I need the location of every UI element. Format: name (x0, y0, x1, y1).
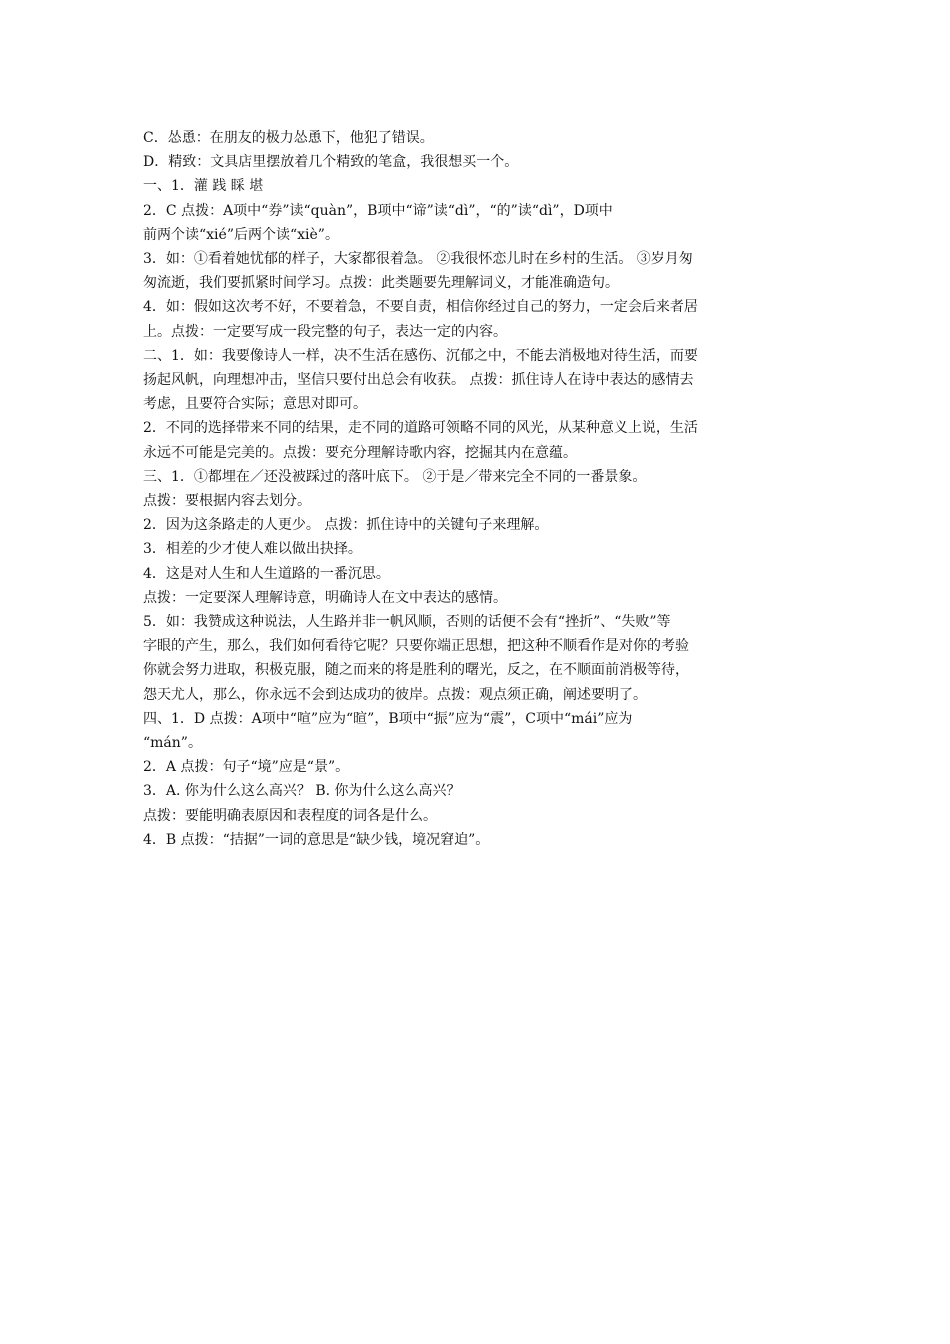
text-line: 4．如：假如这次考不好，不要着急，不要自责，相信你经过自己的努力，一定会后来者居 (143, 299, 698, 316)
text-line: 字眼的产生，那么，我们如何看待它呢？只要你端正思想，把这种不顺看作是对你的考验 (143, 638, 689, 655)
text-line: 2．不同的选择带来不同的结果，走不同的道路可领略不同的风光，从某种意义上说，生活 (143, 420, 698, 437)
text-line: D．精致：文具店里摆放着几个精致的笔盒，我很想买一个。 (143, 154, 519, 171)
text-line: 怨天尤人，那么，你永远不会到达成功的彼岸。点拨：观点须正确，阐述要明了。 (143, 686, 647, 703)
text-line: 点拨：要能明确表原因和表程度的词各是什么。 (143, 807, 437, 824)
section-heading: 四、1．D 点拨：A项中“喧”应为“暄”，B项中“振”应为“震”，C项中“mái”应为 (143, 710, 633, 727)
document-body (143, 126, 809, 852)
text-line: 4．B 点拨：“拮据”一词的意思是“缺少钱，境况窘迫”。 (143, 831, 490, 848)
text-line: 考虑，且要符合实际；意思对即可。 (143, 396, 367, 413)
text-line: 2．C 点拨：A项中“券”读“quàn”，B项中“谛”读“dì”，“的”读“dì”，D项中 (143, 202, 613, 219)
text-line: 你就会努力进取，积极克服，随之而来的将是胜利的曙光，反之，在不顺面前消极等待， (143, 662, 689, 679)
section-heading: 二、1．如：我要像诗人一样，决不生活在感伤、沉郁之中，不能去消极地对待生活，而要 (143, 347, 698, 364)
text-line: 前两个读“xié”后两个读“xiè”。 (143, 226, 339, 243)
text-line: 2．因为这条路走的人更少。 点拨：抓住诗中的关键句子来理解。 (143, 517, 549, 534)
text-line: 3．如：①看着她忧郁的样子，大家都很着急。 ②我很怀恋儿时在乡村的生活。 ③岁月匆 (143, 251, 693, 268)
section-heading: 一、1．灌 践 睬 堪 (143, 178, 264, 195)
text-line: 匆流逝，我们要抓紧时间学习。点拨：此类题要先理解词义，才能准确造句。 (143, 275, 619, 292)
text-line: 点拨：一定要深人理解诗意，明确诗人在文中表达的感情。 (143, 589, 507, 606)
text-line: 3．A. 你为什么这么高兴？ B. 你为什么这么高兴？ (143, 783, 461, 800)
text-line: 上。点拨：一定要写成一段完整的句子，表达一定的内容。 (143, 323, 507, 340)
text-line: 3．相差的少才使人难以做出抉择。 (143, 541, 362, 558)
text-line: “mán”。 (143, 735, 202, 752)
section-heading: 三、1．①都埋在／还没被踩过的落叶底下。 ②于是／带来完全不同的一番景象。 (143, 468, 647, 485)
text-line: 4．这是对人生和人生道路的一番沉思。 (143, 565, 390, 582)
text-line: 2．A 点拨：句子“境”应是“景”。 (143, 759, 350, 776)
text-line: 点拨：要根据内容去划分。 (143, 493, 311, 510)
text-line: 永远不可能是完美的。点拨：要充分理解诗歌内容，挖掘其内在意蕴。 (143, 444, 577, 461)
text-line: 扬起风帆，向理想冲击，坚信只要付出总会有收获。 点拨：抓住诗人在诗中表达的感情去 (143, 372, 694, 389)
text-line: 5．如：我赞成这种说法，人生路并非一帆风顺，否则的话便不会有“挫折”、“失败”等 (143, 614, 671, 631)
text-line: C．怂恿：在朋友的极力怂恿下，他犯了错误。 (143, 130, 434, 146)
